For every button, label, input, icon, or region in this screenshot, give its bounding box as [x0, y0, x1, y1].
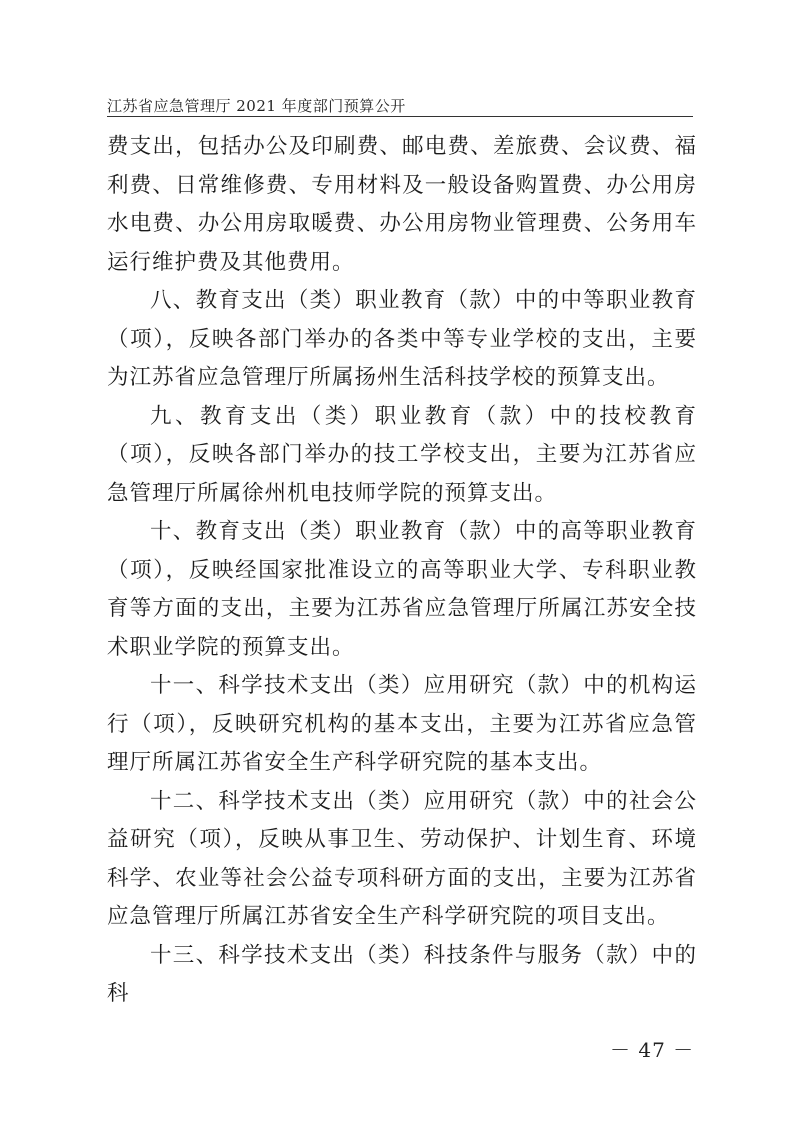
paragraph-item-12: 十二、科学技术支出（类）应用研究（款）中的社会公益研究（项），反映从事卫生、劳动保护、计划生育、环境科学、农业等社会公益专项科研方面的支出，主要为江苏省应急管理厅所属江苏省安全生产科学研究院的项目支出。 [107, 788, 697, 929]
page-number: － 47 － [610, 1038, 695, 1062]
paragraph-item-13: 十三、科学技术支出（类）科技条件与服务（款）中的科 [107, 942, 697, 1006]
paragraph-item-10: 十、教育支出（类）职业教育（款）中的高等职业教育（项），反映经国家批准设立的高等职业大学、专科职业教育等方面的支出，主要为江苏省应急管理厅所属江苏安全技术职业学院的预算支出。 [107, 519, 697, 660]
paragraph-continuation: 费支出，包括办公及印刷费、邮电费、差旅费、会议费、福利费、日常维修费、专用材料及一般设备购置费、办公用房水电费、办公用房取暖费、办公用房物业管理费、公务用车运行维护费及其他费用。 [107, 134, 697, 275]
paragraph-item-9: 九、教育支出（类）职业教育（款）中的技校教育（项），反映各部门举办的技工学校支出，主要为江苏省应急管理厅所属徐州机电技师学院的预算支出。 [107, 403, 697, 506]
paragraph-item-8: 八、教育支出（类）职业教育（款）中的中等职业教育（项），反映各部门举办的各类中等专业学校的支出，主要为江苏省应急管理厅所属扬州生活科技学校的预算支出。 [107, 288, 697, 390]
paragraph-item-11: 十一、科学技术支出（类）应用研究（款）中的机构运行（项），反映研究机构的基本支出，主要为江苏省应急管理厅所属江苏省安全生产科学研究院的基本支出。 [107, 673, 697, 775]
document-body [107, 128, 697, 1014]
header-divider [107, 116, 693, 117]
running-header: 江苏省应急管理厅 2021 年度部门预算公开 [107, 97, 406, 115]
